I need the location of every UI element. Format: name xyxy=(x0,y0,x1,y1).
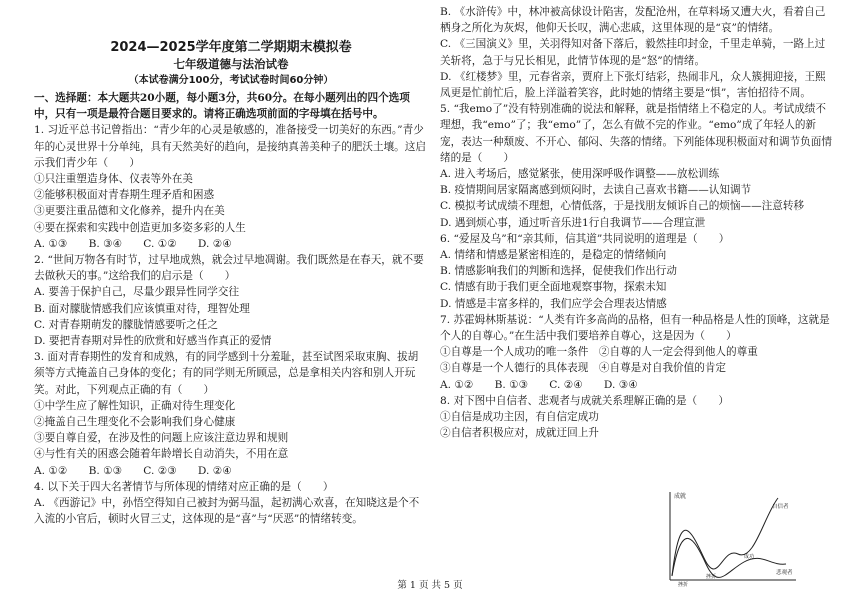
page-footer: 第 1 页 共 5 页 xyxy=(397,580,463,591)
q6-option-c: C. 情感有助于我们更全面地观察事物，探索未知 xyxy=(440,281,667,294)
q6-option-d: D. 情感是丰富多样的，我们应学会合理表达情感 xyxy=(440,297,667,310)
q7-items-2: ③自尊是一个人德行的具体表现 ④自尊是对自我价值的肯定 xyxy=(440,362,727,375)
pessimist-curve xyxy=(672,538,786,577)
q5-option-a: A. 进入考场后，感觉紧张，使用深呼吸作调整——放松训练 xyxy=(440,168,720,181)
q3-item-2: ②掩盖自己生理变化不会影响我们身心健康 xyxy=(34,416,236,429)
q6-option-a: A. 情绪和情感是紧密相连的，是稳定的情绪倾向 xyxy=(440,249,667,262)
q3-options: A. ①② B. ①③ C. ②③ D. ②④ xyxy=(34,464,232,477)
page-title: 2024—2025学年度第二学期期末模拟卷 xyxy=(110,40,352,55)
q2-option-d: D. 要把青春期对异性的欣赏和好感当作真正的爱情 xyxy=(34,335,272,348)
page-subtitle: 七年级道德与法治试卷 xyxy=(173,57,289,71)
q7-options: A. ①② B. ①③ C. ②④ D. ③④ xyxy=(440,378,638,391)
q4-option-a: A. 《西游记》中，孙悟空得知自己被封为弼马温，起初满心欢喜，在知晓这是个不入流的小官后，顿时火冒三丈，这体现的是“喜”与“厌恶”的情绪转变。 xyxy=(34,497,420,526)
q3-item-3: ③要自尊自爱，在涉及性的问题上应该注意边界和规则 xyxy=(34,432,289,445)
diagram-ylabel: 成就 xyxy=(674,493,687,500)
q3-item-4: ④与性有关的困惑会随着年龄增长自动消失，不用在意 xyxy=(34,448,289,461)
q4-option-c: C. 《三国演义》里，关羽得知对备下落后，毅然挂印封金，千里走单骑，一路上过关斩将，急于与兄长相见，此情节体现的是“怒”的情绪。 xyxy=(440,38,826,67)
q4-option-d: D. 《红楼梦》里，元春省亲，贾府上下张灯结彩，热闹非凡，众人簇拥迎接，王熙凤更是忙前忙后，脸上洋溢着笑容，此时她的情绪主要是“惧”，害怕招待不周。 xyxy=(440,70,826,100)
diagram-label-frustration: 挫折 xyxy=(678,582,689,588)
question-5: 5. “我emo了”没有特别准确的说法和解释，就是指情绪上不稳定的人。考试成绩不理想，我“emo”了；我“emo”了，怎么有做不完的作业。“emo”成了年轻人的新宠，表达一种颓废、不开心、郁闷、失落的情绪。下列能体现积极面对和调节负面情绪的是（ ） xyxy=(440,103,832,164)
q5-option-d: D. 遇到烦心事，通过听音乐进1行自我调节——合理宣泄 xyxy=(440,216,706,229)
q2-option-b: B. 面对朦胧情感我们应该慎重对待，理智处理 xyxy=(34,302,250,315)
q1-item-1: ①只注重塑造身体、仪表等外在美 xyxy=(34,173,193,186)
question-1: 1. 习近平总书记曾指出：“青少年的心灵是敏感的，准备接受一切美好的东西。”青少年的心灵世界十分单纯，具有天然美好的趋向，是接纳真善美种子的肥沃土壤。这启示我们青少年（ ） xyxy=(34,124,426,169)
diagram-label-setback: 挫折 xyxy=(706,574,717,580)
q6-option-b: B. 情感影响我们的判断和选择，促使我们作出行动 xyxy=(440,265,677,278)
question-3: 3. 面对青春期性的发育和成熟，有的同学感到十分羞耻，甚至试图采取束胸、拔胡须等方式掩盖自己身体的变化；有的同学则无所顾忌，总是拿相关内容和别人开玩笑。对此，下列观点正确的有（ ） xyxy=(34,351,419,396)
confident-curve xyxy=(672,498,778,576)
q1-options: A. ①③ B. ③④ C. ①② D. ②④ xyxy=(34,237,232,250)
q2-option-a: A. 要善于保护自己，尽量少跟异性同学交往 xyxy=(34,286,240,299)
question-8: 8. 对下图中自信者、悲观者与成就关系理解正确的是（ ） xyxy=(440,394,729,407)
diagram-label-confident: 自信者 xyxy=(772,504,789,510)
question-2: 2. “世间万物各有时节，过早地成熟，就会过早地凋谢。我们既然是在春天，就不要去做秋天的事。”这给我们的启示是（ ） xyxy=(34,254,424,283)
right-column xyxy=(440,4,835,441)
left-column xyxy=(34,90,428,527)
question-4: 4. 以下关于四大名著情节与所体现的情绪对应正确的是（ ） xyxy=(34,480,334,493)
q1-item-3: ③更要注重品德和文化修养，提升内在美 xyxy=(34,205,225,218)
question-6: 6. “爱屋及乌”和“亲其师，信其道”共同说明的道理是（ ） xyxy=(440,232,730,245)
diagram-label-pessimist: 悲观者 xyxy=(776,570,793,576)
q8-item-2: ②自信者积极应对，成就迂回上升 xyxy=(440,427,599,440)
section-heading: 一、选择题：本大题共20小题，每小题3分，共60分。在每小题列出的四个选项中，只有一项是最符合题目要求的。请将正确选项前面的字母填在括号中。 xyxy=(34,92,410,121)
q1-item-2: ②能够积极面对青春期生理矛盾和困惑 xyxy=(34,189,215,202)
q1-item-4: ④要在探索和实践中创造更加多姿多彩的人生 xyxy=(34,221,246,234)
q7-items-1: ①自尊是一个人成功的唯一条件 ②自尊的人一定会得到他人的尊重 xyxy=(440,346,758,359)
q8-item-1: ①自信是成功主因，有自信定成功 xyxy=(440,411,599,424)
exam-note: （本试卷满分100分，考试试卷时间60分钟） xyxy=(128,75,334,86)
q3-item-1: ①中学生应了解性知识，正确对待生理变化 xyxy=(34,399,236,412)
q5-option-c: C. 模拟考试成绩不理想，心情低落，于是找朋友倾诉自己的烦恼——注意转移 xyxy=(440,200,805,213)
q4-option-b: B. 《水浒传》中，林冲被高俅设计陷害，发配沧州，在草料场又遭大火，看着自己栖身之所化为灰烬，他仰天长叹，满心悲戚，这里体现的是“哀”的情绪。 xyxy=(440,6,826,35)
q5-option-b: B. 疫情期间居家隔离感到烦闷时，去读自己喜欢书籍——认知调节 xyxy=(440,184,752,197)
question-7: 7. 苏霍姆林斯基说：“人类有许多高尚的品格，但有一种品格是人性的顶峰，这就是个人的自尊心。”在生活中我们要培养自尊心，这是因为（ ） xyxy=(440,313,830,343)
diagram-label-success: 成功 xyxy=(744,554,755,560)
achievement-diagram xyxy=(660,488,800,588)
q2-option-c: C. 对青春期萌发的朦胧情感要听之任之 xyxy=(34,318,218,331)
